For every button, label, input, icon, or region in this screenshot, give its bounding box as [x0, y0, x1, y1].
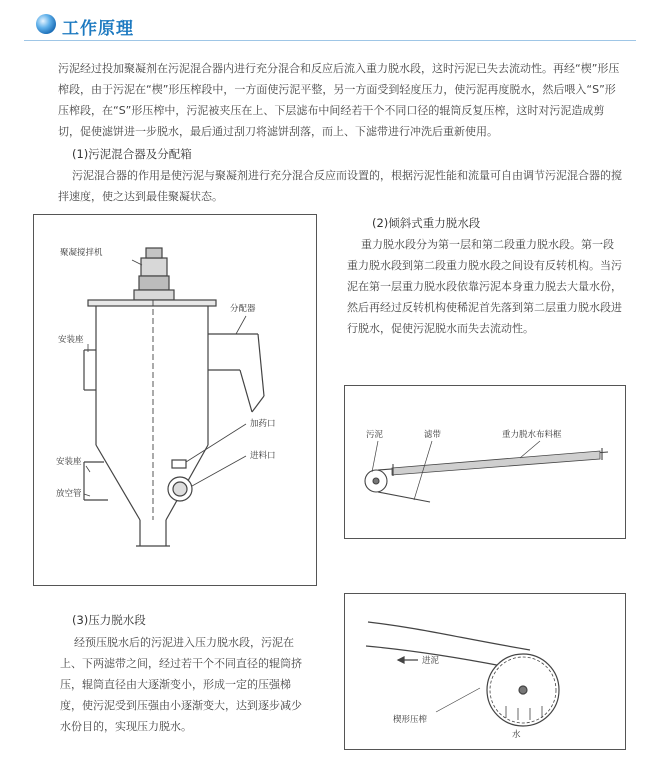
pressure-diagram-frame	[344, 593, 626, 750]
wedge-label: 楔形压榨	[393, 715, 428, 725]
gravity-diagram-frame	[344, 385, 626, 539]
inlet-label: 进料口	[250, 451, 276, 461]
water-label: 水	[512, 730, 521, 740]
mount-bottom-label: 安装座	[56, 457, 82, 467]
dosing-label: 加药口	[250, 419, 276, 429]
mount-top-label: 安装座	[58, 335, 84, 345]
gravity-paragraph: 重力脱水段分为第一层和第二段重力脱水段。第一段重力脱水段到第二段重力脱水段之间设有反转机构。当污泥在第一层重力脱水段依靠污泥本身重力脱去大量水份，然后再经过反转机构使稀泥首先落到第二层重力脱水段进行脱水，促使污泥脱水而失去流动性。	[347, 238, 622, 335]
stirrer-label: 聚凝搅拌机	[60, 248, 103, 258]
feed-label: 进泥	[422, 656, 440, 666]
intro-paragraph: 污泥经过投加聚凝剂在污泥混合器内进行充分混合和反应后流入重力脱水段，这时污泥已失去流动性。再经“楔”形压榨段，由于污泥在“楔”形压榨段中，一方面使污泥平整，另一方面受到轻度压力，使污泥再度脱水，然后喂入“S”形压榨段，在“S”形压榨中，污泥被夹压在上、下层滤布中间经若干个不同口径的辊筒反复压榨，这时对污泥造成剪切，促使滤饼进一步脱水，最后通过刮刀将滤饼刮落，而上、下滤带进行冲洗后重新使用。	[58, 62, 620, 138]
gravity-frame-label: 重力脱水布料框	[502, 430, 562, 440]
blue-ball-icon	[34, 12, 58, 36]
mixer-paragraph: 污泥混合器的作用是使污泥与聚凝剂进行充分混合反应而设置的，根据污泥性能和流量可自由调节污泥混合器的搅拌速度，使之达到最佳聚凝状态。	[58, 169, 622, 203]
belt-label: 滤带	[424, 430, 442, 440]
mixer-diagram-frame	[33, 214, 317, 586]
distributor-label: 分配器	[230, 304, 256, 314]
mixer-heading: (1)污泥混合器及分配箱	[72, 147, 192, 161]
gravity-heading: (2)倾斜式重力脱水段	[372, 216, 481, 230]
sludge-label: 污泥	[366, 430, 384, 440]
header-rule	[24, 40, 636, 41]
pressure-heading: (3)压力脱水段	[72, 613, 146, 627]
pressure-paragraph: 经预压脱水后的污泥进入压力脱水段，污泥在上、下两滤带之间，经过若干个不同直径的辊筒挤压，辊筒直径由大逐渐变小，形成一定的压强梯度，使污泥受到压强由小逐渐变大，达到逐步减少水份目的，实现压力脱水。	[60, 636, 302, 733]
drain-label: 放空管	[56, 489, 82, 499]
page-title: 工作原理	[62, 19, 134, 39]
section-header	[14, 10, 636, 40]
